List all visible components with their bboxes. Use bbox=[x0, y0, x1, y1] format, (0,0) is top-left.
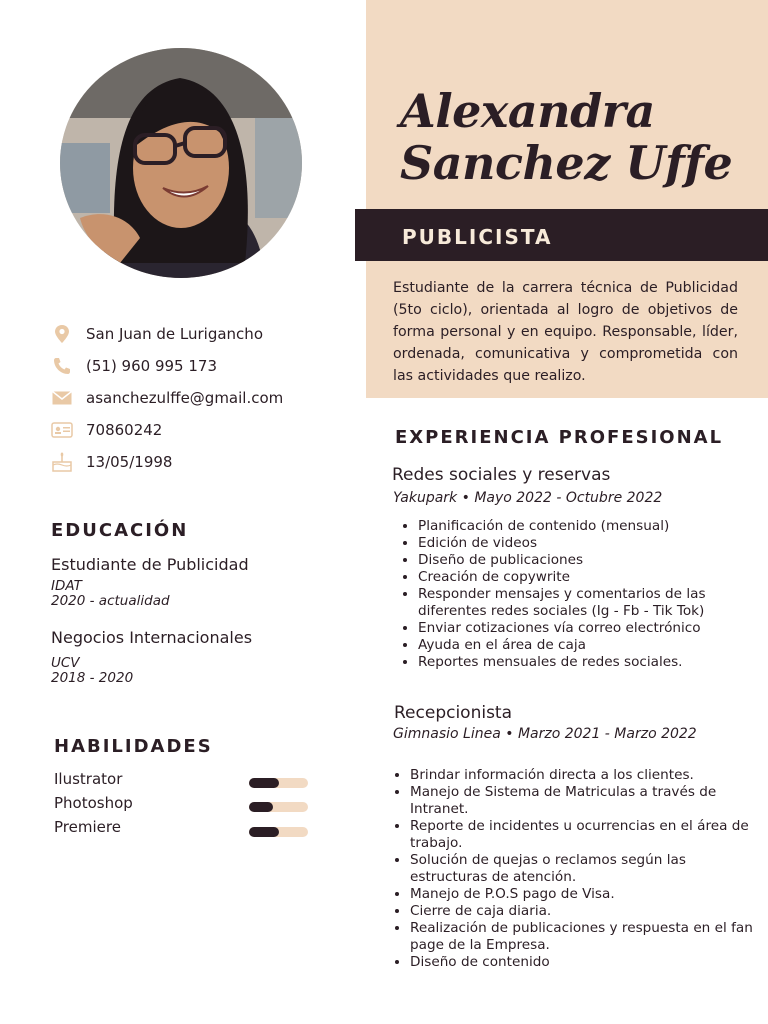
job-title-heading: PUBLICISTA bbox=[402, 225, 553, 249]
skill-bar bbox=[249, 802, 308, 812]
skills-heading: HABILIDADES bbox=[54, 736, 213, 757]
job-task: • Ayuda en el área de caja bbox=[418, 637, 748, 654]
contact-birthday bbox=[50, 451, 172, 473]
job-task: • Reportes mensuales de redes sociales. bbox=[418, 654, 748, 671]
job-task: • Enviar cotizaciones vía correo electrónico bbox=[418, 620, 748, 637]
contact-phone-text: (51) 960 995 173 bbox=[86, 357, 217, 375]
job-title: Recepcionista bbox=[394, 703, 513, 723]
skill-name: Photoshop bbox=[54, 794, 133, 812]
contact-birthday-text: 13/05/1998 bbox=[86, 453, 173, 471]
profile-photo bbox=[60, 48, 302, 278]
skill-bar bbox=[249, 778, 308, 788]
contact-id-text: 70860242 bbox=[86, 421, 163, 439]
skill-name: Ilustrator bbox=[54, 770, 123, 788]
job-title: Redes sociales y reservas bbox=[392, 465, 611, 485]
education-item bbox=[51, 628, 252, 686]
job-task-list bbox=[398, 518, 748, 671]
skill-bar-fill bbox=[249, 802, 273, 812]
phone-icon bbox=[50, 356, 74, 376]
job-task: • Edición de videos bbox=[418, 535, 748, 552]
email-icon bbox=[50, 388, 74, 408]
birthday-cake-icon bbox=[50, 452, 74, 472]
profile-summary: Estudiante de la carrera técnica de Publicidad (5to ciclo), orientada al logro de objetivos de forma personal y en equipo. Responsable, líder, ordenada, comunicativa y comprometida con las actividades que realizo. bbox=[393, 280, 738, 384]
job-task: • Manejo de Sistema de Matriculas a través de Intranet. bbox=[410, 784, 755, 818]
id-card-icon bbox=[50, 420, 74, 440]
contact-id bbox=[50, 419, 162, 441]
job-task: • Solución de quejas o reclamos según las estructuras de atención. bbox=[410, 852, 755, 886]
job-task: • Cierre de caja diaria. bbox=[410, 903, 755, 920]
contact-location-text: San Juan de Lurigancho bbox=[86, 325, 263, 343]
skill-bar-fill bbox=[249, 778, 279, 788]
education-title: Estudiante de Publicidad bbox=[51, 555, 249, 574]
education-period: 2018 - 2020 bbox=[51, 670, 134, 686]
job-task: • Planificación de contenido (mensual) bbox=[418, 518, 748, 535]
contact-email-text: asanchezulffe@gmail.com bbox=[86, 389, 284, 407]
education-institution: IDAT bbox=[51, 578, 82, 594]
contact-phone bbox=[50, 355, 217, 377]
education-institution: UCV bbox=[51, 655, 80, 671]
job-subtitle: Gimnasio Linea • Marzo 2021 - Marzo 2022 bbox=[393, 726, 697, 742]
skill-bar-fill bbox=[249, 827, 279, 837]
job-task: • Diseño de publicaciones bbox=[418, 552, 748, 569]
job-task: • Brindar información directa a los clientes. bbox=[410, 767, 755, 784]
job-task: • Reporte de incidentes u ocurrencias en el área de trabajo. bbox=[410, 818, 755, 852]
experience-heading: EXPERIENCIA PROFESIONAL bbox=[395, 427, 724, 448]
education-title: Negocios Internacionales bbox=[51, 628, 253, 647]
education-period: 2020 - actualidad bbox=[51, 593, 170, 609]
job-task: • Diseño de contenido bbox=[410, 954, 755, 971]
location-icon bbox=[50, 324, 74, 344]
job-task: • Creación de copywrite bbox=[418, 569, 748, 586]
name-last: Sanchez Uffe bbox=[400, 136, 733, 190]
skill-bar bbox=[249, 827, 308, 837]
profile-photo-illustration bbox=[60, 48, 302, 278]
education-heading: EDUCACIÓN bbox=[51, 520, 189, 541]
job-task: • Realización de publicaciones y respuesta en el fan page de la Empresa. bbox=[410, 920, 755, 954]
contact-email bbox=[50, 387, 283, 409]
job-task: • Manejo de P.O.S pago de Visa. bbox=[410, 886, 755, 903]
contact-location bbox=[50, 323, 263, 345]
skill-name: Premiere bbox=[54, 818, 121, 836]
name-first: Alexandra bbox=[400, 84, 655, 138]
job-subtitle: Yakupark • Mayo 2022 - Octubre 2022 bbox=[393, 490, 663, 506]
job-task: • Responder mensajes y comentarios de las diferentes redes sociales (Ig - Fb - Tik Tok) bbox=[418, 586, 748, 620]
job-task-list bbox=[390, 767, 755, 971]
education-item bbox=[51, 555, 249, 609]
